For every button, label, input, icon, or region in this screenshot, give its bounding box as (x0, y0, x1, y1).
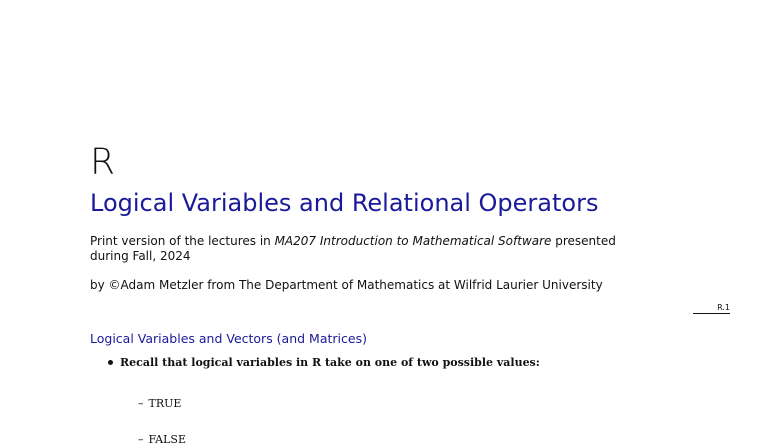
author-byline: by ©Adam Metzler from The Department of Mathematics at Wilfrid Laurier University (90, 278, 603, 292)
page-title: Logical Variables and Relational Operators (90, 189, 599, 217)
course-name: MA207 Introduction to Mathematical Software (274, 234, 552, 248)
sub-item-label: FALSE (148, 433, 186, 446)
dash-marker: – (138, 397, 144, 410)
sub-item-false (138, 432, 186, 447)
bullet-icon (108, 360, 113, 365)
print-note (90, 234, 650, 264)
sub-item-true (138, 396, 181, 411)
dash-marker: – (138, 433, 144, 446)
bullet-text: Recall that logical variables in R take on one of two possible values: (120, 356, 540, 369)
sub-item-label: TRUE (148, 397, 182, 410)
chapter-letter: R (90, 142, 116, 183)
print-note-prefix: Print version of the lectures in (90, 234, 275, 248)
bullet-item (108, 355, 540, 370)
slide-number: R.1 (693, 302, 730, 314)
section-heading: Logical Variables and Vectors (and Matrices) (90, 331, 367, 346)
print-note-suffix: presented during Fall, 2024 (90, 234, 616, 263)
